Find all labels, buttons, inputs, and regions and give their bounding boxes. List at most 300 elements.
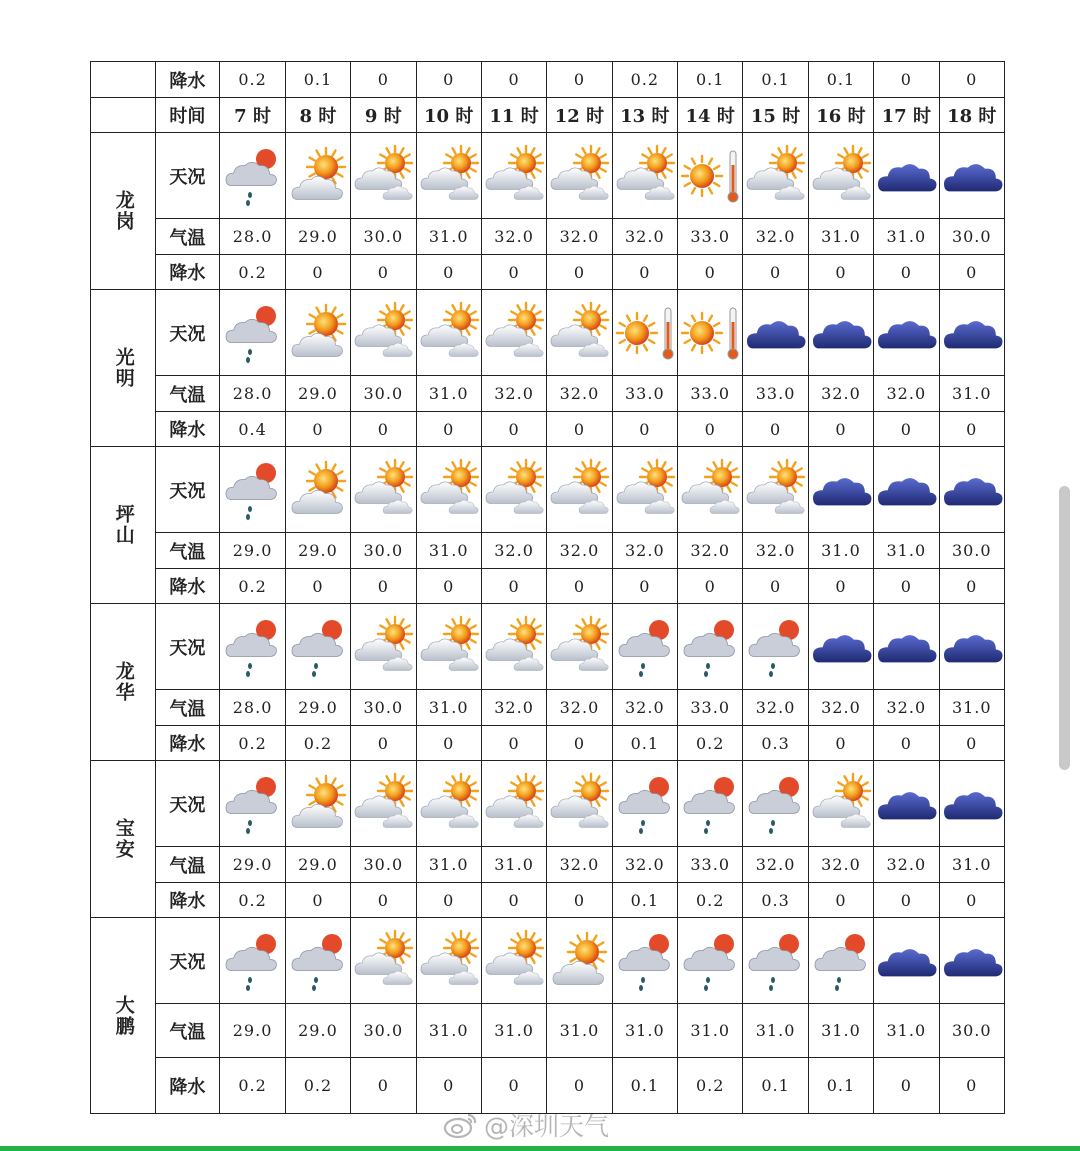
temperature-cell: 32.0 (874, 376, 939, 412)
partly-cloudy-icon (351, 457, 416, 523)
precipitation-row (91, 726, 1005, 761)
temperature-cell: 31.0 (416, 219, 481, 255)
weather-icon-cell (547, 290, 612, 376)
temperature-cell: 32.0 (612, 533, 677, 569)
precipitation-cell: 0 (547, 1058, 612, 1114)
temperature-cell: 32.0 (612, 847, 677, 883)
time-label: 时间 (156, 98, 220, 133)
partly-cloudy-icon (547, 143, 612, 209)
precipitation-cell: 0 (874, 726, 939, 761)
rain-shower-icon (220, 457, 285, 523)
precipitation-cell: 0 (874, 255, 939, 290)
temperature-cell: 29.0 (285, 219, 350, 255)
temperature-cell: 29.0 (285, 376, 350, 412)
weather-icon-cell (285, 133, 350, 219)
precipitation-cell: 0.2 (285, 1058, 350, 1114)
weather-icon-cell (612, 447, 677, 533)
precipitation-cell: 0 (416, 412, 481, 447)
weather-icon-cell (678, 447, 743, 533)
temperature-cell: 30.0 (939, 1004, 1005, 1058)
precip-cell: 0.1 (678, 62, 743, 98)
weather-icon-cell (874, 447, 939, 533)
precipitation-cell: 0 (285, 255, 350, 290)
partly-cloudy-icon (547, 457, 612, 523)
precipitation-label: 降水 (156, 569, 220, 604)
weather-icon-cell (351, 761, 416, 847)
weather-icon-cell (220, 133, 285, 219)
weather-icon-cell (678, 918, 743, 1004)
temperature-cell: 32.0 (481, 219, 546, 255)
precip-cell: 0 (547, 62, 612, 98)
weather-icon-cell (939, 290, 1005, 376)
district-name: 光明 (91, 290, 156, 447)
partly-cloudy-icon (482, 143, 547, 209)
precipitation-cell: 0 (612, 412, 677, 447)
partly-cloudy-icon (417, 928, 482, 994)
temperature-cell: 29.0 (220, 847, 285, 883)
precipitation-cell: 0 (416, 883, 481, 918)
partly-cloudy-icon (482, 771, 547, 837)
precipitation-cell: 0 (612, 569, 677, 604)
weather-icon-cell (743, 447, 808, 533)
precipitation-cell: 0 (743, 255, 808, 290)
precip-cell: 0 (481, 62, 546, 98)
temperature-label: 气温 (156, 219, 220, 255)
cloudy-icon (940, 457, 1005, 523)
weather-icon-cell (808, 447, 873, 533)
sun-cloud-icon (286, 771, 351, 837)
rain-shower-icon (286, 928, 351, 994)
weather-icon-cell (808, 918, 873, 1004)
partly-cloudy-icon (482, 928, 547, 994)
temperature-cell: 29.0 (220, 1004, 285, 1058)
rain-shower-icon (220, 614, 285, 680)
cloudy-icon (940, 614, 1005, 680)
partly-cloudy-icon (547, 614, 612, 680)
watermark-text: @深圳天气 (484, 1112, 610, 1141)
weather-icon-cell (678, 290, 743, 376)
temperature-cell: 31.0 (416, 376, 481, 412)
weather-label: 天况 (156, 761, 220, 847)
precipitation-row (91, 883, 1005, 918)
weather-icon-cell (612, 133, 677, 219)
weather-label: 天况 (156, 290, 220, 376)
weather-icon-cell (547, 604, 612, 690)
precipitation-label: 降水 (156, 726, 220, 761)
bottom-accent-line (0, 1146, 1080, 1151)
rain-shower-icon (678, 928, 743, 994)
partly-cloudy-icon (351, 614, 416, 680)
temperature-cell: 32.0 (743, 533, 808, 569)
cloudy-icon (743, 300, 808, 366)
temperature-cell: 31.0 (874, 1004, 939, 1058)
weather-icon-cell (481, 761, 546, 847)
rain-shower-icon (743, 771, 808, 837)
temperature-cell: 33.0 (743, 376, 808, 412)
weather-row (91, 604, 1005, 690)
temperature-cell: 32.0 (547, 376, 612, 412)
forecast-table-wrapper (90, 61, 1005, 1114)
weather-icon-cell (874, 133, 939, 219)
temperature-cell: 32.0 (808, 690, 873, 726)
temperature-cell: 32.0 (678, 533, 743, 569)
cloudy-icon (809, 457, 874, 523)
blank-cell (91, 62, 156, 98)
hour-cell: 9 时 (351, 98, 416, 133)
precipitation-cell: 0 (481, 412, 546, 447)
district-name: 宝安 (91, 761, 156, 918)
temperature-cell: 30.0 (939, 219, 1005, 255)
sun-cloud-icon (547, 928, 612, 994)
weather-icon-cell (220, 918, 285, 1004)
precipitation-cell: 0.2 (678, 726, 743, 761)
weather-icon-cell (285, 918, 350, 1004)
temperature-label: 气温 (156, 376, 220, 412)
partly-cloudy-icon (417, 143, 482, 209)
hot-sun-icon (613, 300, 678, 366)
precipitation-cell: 0 (939, 883, 1005, 918)
precipitation-cell: 0.2 (220, 569, 285, 604)
precip-cell: 0.1 (285, 62, 350, 98)
cloudy-icon (874, 457, 939, 523)
rain-shower-icon (613, 614, 678, 680)
temperature-cell: 32.0 (743, 847, 808, 883)
temperature-cell: 32.0 (808, 376, 873, 412)
precipitation-cell: 0.2 (678, 1058, 743, 1114)
partly-cloudy-icon (417, 614, 482, 680)
precipitation-cell: 0 (808, 726, 873, 761)
temperature-cell: 32.0 (547, 533, 612, 569)
precipitation-cell: 0 (351, 569, 416, 604)
temperature-cell: 31.0 (743, 1004, 808, 1058)
precipitation-cell: 0.2 (220, 883, 285, 918)
precipitation-label: 降水 (156, 1058, 220, 1114)
weather-icon-cell (351, 133, 416, 219)
hour-cell: 8 时 (285, 98, 350, 133)
weather-icon-cell (743, 290, 808, 376)
precip-cell: 0 (416, 62, 481, 98)
cloudy-icon (940, 928, 1005, 994)
weather-icon-cell (808, 761, 873, 847)
temperature-label: 气温 (156, 690, 220, 726)
weather-row (91, 447, 1005, 533)
rain-shower-icon (678, 614, 743, 680)
precipitation-cell: 0.1 (808, 1058, 873, 1114)
temperature-row (91, 219, 1005, 255)
precipitation-cell: 0 (351, 255, 416, 290)
temperature-cell: 31.0 (416, 690, 481, 726)
weather-icon-cell (743, 604, 808, 690)
temperature-cell: 31.0 (808, 533, 873, 569)
hour-cell: 13 时 (612, 98, 677, 133)
scrollbar-thumb[interactable] (1059, 486, 1070, 770)
temperature-row (91, 376, 1005, 412)
weather-icon-cell (939, 604, 1005, 690)
precipitation-cell: 0.1 (612, 1058, 677, 1114)
partly-cloudy-icon (743, 143, 808, 209)
precipitation-cell: 0 (547, 883, 612, 918)
district-name: 坪山 (91, 447, 156, 604)
weather-icon-cell (285, 761, 350, 847)
weather-label: 天况 (156, 447, 220, 533)
precipitation-cell: 0 (939, 1058, 1005, 1114)
weather-icon-cell (612, 918, 677, 1004)
temperature-cell: 32.0 (612, 219, 677, 255)
rain-shower-icon (613, 928, 678, 994)
precipitation-row (91, 569, 1005, 604)
precipitation-cell: 0 (808, 883, 873, 918)
district-name: 龙华 (91, 604, 156, 761)
rain-shower-icon (286, 614, 351, 680)
weather-icon-cell (939, 918, 1005, 1004)
precipitation-cell: 0.1 (743, 1058, 808, 1114)
cloudy-icon (874, 300, 939, 366)
weather-icon-cell (547, 133, 612, 219)
precipitation-cell: 0 (939, 569, 1005, 604)
precip-cell: 0.2 (612, 62, 677, 98)
partly-cloudy-icon (678, 457, 743, 523)
cloudy-icon (940, 300, 1005, 366)
precipitation-cell: 0.3 (743, 883, 808, 918)
temperature-cell: 32.0 (612, 690, 677, 726)
weather-icon-cell (743, 761, 808, 847)
weather-icon-cell (612, 604, 677, 690)
weather-icon-cell (351, 447, 416, 533)
temperature-row (91, 690, 1005, 726)
precipitation-cell: 0 (351, 726, 416, 761)
cloudy-icon (809, 614, 874, 680)
weather-icon-cell (285, 447, 350, 533)
partly-cloudy-icon (809, 771, 874, 837)
weather-icon-cell (481, 447, 546, 533)
partly-cloudy-icon (417, 771, 482, 837)
precip-cell: 0.1 (808, 62, 873, 98)
weather-icon-cell (220, 447, 285, 533)
weather-icon-cell (874, 761, 939, 847)
temperature-cell: 31.0 (808, 1004, 873, 1058)
precipitation-cell: 0 (351, 883, 416, 918)
weather-icon-cell (939, 761, 1005, 847)
hour-cell: 7 时 (220, 98, 285, 133)
precipitation-cell: 0 (939, 412, 1005, 447)
precipitation-cell: 0 (285, 569, 350, 604)
district-name: 大鹏 (91, 918, 156, 1114)
weather-icon-cell (351, 918, 416, 1004)
precipitation-row (91, 1058, 1005, 1114)
weather-icon-cell (416, 447, 481, 533)
hot-sun-icon (678, 300, 743, 366)
weather-icon-cell (678, 604, 743, 690)
partly-cloudy-icon (482, 614, 547, 680)
weather-icon-cell (220, 604, 285, 690)
rain-shower-icon (678, 771, 743, 837)
temperature-cell: 29.0 (285, 533, 350, 569)
partly-cloudy-icon (743, 457, 808, 523)
weather-row (91, 290, 1005, 376)
weather-icon-cell (874, 604, 939, 690)
temperature-cell: 32.0 (874, 690, 939, 726)
hour-cell: 14 时 (678, 98, 743, 133)
precipitation-cell: 0 (547, 569, 612, 604)
weather-icon-cell (808, 133, 873, 219)
precipitation-cell: 0 (874, 412, 939, 447)
weather-icon-cell (481, 133, 546, 219)
precipitation-cell: 0.2 (678, 883, 743, 918)
temperature-cell: 31.0 (808, 219, 873, 255)
weather-icon-cell (939, 133, 1005, 219)
district-name: 龙岗 (91, 133, 156, 290)
weather-label: 天况 (156, 133, 220, 219)
hourly-forecast-table (90, 61, 1005, 1114)
precipitation-cell: 0 (547, 726, 612, 761)
weather-icon-cell (874, 918, 939, 1004)
precipitation-row (91, 412, 1005, 447)
hour-cell: 10 时 (416, 98, 481, 133)
temperature-cell: 31.0 (874, 533, 939, 569)
precipitation-cell: 0.2 (220, 1058, 285, 1114)
weather-icon-cell (808, 290, 873, 376)
temperature-row (91, 533, 1005, 569)
precipitation-cell: 0 (939, 255, 1005, 290)
precipitation-row (91, 255, 1005, 290)
temperature-cell: 31.0 (481, 1004, 546, 1058)
precip-cell: 0 (939, 62, 1005, 98)
precipitation-cell: 0.1 (612, 883, 677, 918)
sun-cloud-icon (286, 143, 351, 209)
precipitation-cell: 0.2 (285, 726, 350, 761)
rain-shower-icon (743, 928, 808, 994)
temperature-cell: 30.0 (351, 219, 416, 255)
partly-cloudy-icon (351, 928, 416, 994)
weather-icon-cell (547, 918, 612, 1004)
temperature-cell: 29.0 (285, 847, 350, 883)
precipitation-cell: 0 (416, 255, 481, 290)
temperature-label: 气温 (156, 847, 220, 883)
weather-icon-cell (481, 918, 546, 1004)
temperature-row (91, 847, 1005, 883)
cloudy-icon (874, 928, 939, 994)
hour-cell: 18 时 (939, 98, 1005, 133)
temperature-cell: 32.0 (547, 219, 612, 255)
precipitation-cell: 0 (481, 726, 546, 761)
temperature-label: 气温 (156, 1004, 220, 1058)
weather-icon-cell (285, 604, 350, 690)
precipitation-cell: 0 (416, 1058, 481, 1114)
temperature-cell: 33.0 (678, 219, 743, 255)
weather-icon-cell (220, 290, 285, 376)
temperature-cell: 28.0 (220, 376, 285, 412)
precipitation-cell: 0 (547, 412, 612, 447)
partly-cloudy-icon (613, 143, 678, 209)
hour-cell: 17 时 (874, 98, 939, 133)
partly-cloudy-icon (351, 771, 416, 837)
precipitation-cell: 0 (351, 412, 416, 447)
header-precip-row (91, 62, 1005, 98)
temperature-cell: 31.0 (481, 847, 546, 883)
rain-shower-icon (809, 928, 874, 994)
hour-cell: 12 时 (547, 98, 612, 133)
blank-cell (91, 98, 156, 133)
temperature-cell: 31.0 (939, 847, 1005, 883)
rain-shower-icon (613, 771, 678, 837)
precipitation-cell: 0.2 (220, 255, 285, 290)
temperature-cell: 31.0 (678, 1004, 743, 1058)
precipitation-cell: 0 (678, 412, 743, 447)
precipitation-label: 降水 (156, 255, 220, 290)
weather-icon-cell (285, 290, 350, 376)
hour-cell: 16 时 (808, 98, 873, 133)
temperature-cell: 29.0 (220, 533, 285, 569)
precipitation-cell: 0 (481, 883, 546, 918)
hour-cell: 11 时 (481, 98, 546, 133)
weather-label: 天况 (156, 604, 220, 690)
precipitation-cell: 0 (481, 1058, 546, 1114)
rain-shower-icon (220, 300, 285, 366)
weather-icon-cell (416, 290, 481, 376)
weather-icon-cell (416, 133, 481, 219)
weather-icon-cell (416, 918, 481, 1004)
temperature-cell: 30.0 (939, 533, 1005, 569)
temperature-cell: 30.0 (351, 376, 416, 412)
precipitation-cell: 0 (285, 412, 350, 447)
cloudy-icon (940, 771, 1005, 837)
temperature-cell: 32.0 (547, 847, 612, 883)
temperature-row (91, 1004, 1005, 1058)
partly-cloudy-icon (547, 771, 612, 837)
weather-row (91, 761, 1005, 847)
rain-shower-icon (743, 614, 808, 680)
temperature-cell: 31.0 (416, 1004, 481, 1058)
precip-label: 降水 (156, 62, 220, 98)
precipitation-cell: 0 (481, 255, 546, 290)
precipitation-cell: 0 (808, 412, 873, 447)
weibo-logo-icon (444, 1111, 478, 1139)
temperature-cell: 29.0 (285, 690, 350, 726)
temperature-cell: 30.0 (351, 690, 416, 726)
temperature-cell: 31.0 (874, 219, 939, 255)
weather-icon-cell (416, 761, 481, 847)
weather-label: 天况 (156, 918, 220, 1004)
precipitation-cell: 0.2 (220, 726, 285, 761)
hot-sun-icon (678, 143, 743, 209)
temperature-cell: 33.0 (612, 376, 677, 412)
precipitation-cell: 0 (416, 569, 481, 604)
weather-icon-cell (874, 290, 939, 376)
weather-icon-cell (939, 447, 1005, 533)
temperature-cell: 33.0 (678, 847, 743, 883)
partly-cloudy-icon (809, 143, 874, 209)
partly-cloudy-icon (351, 143, 416, 209)
precipitation-cell: 0 (481, 569, 546, 604)
sun-cloud-icon (286, 457, 351, 523)
precipitation-cell: 0 (808, 255, 873, 290)
precipitation-cell: 0 (743, 412, 808, 447)
weather-icon-cell (612, 290, 677, 376)
partly-cloudy-icon (547, 300, 612, 366)
temperature-cell: 33.0 (678, 376, 743, 412)
precipitation-cell: 0 (939, 726, 1005, 761)
rain-shower-icon (220, 928, 285, 994)
temperature-cell: 29.0 (285, 1004, 350, 1058)
precip-cell: 0 (351, 62, 416, 98)
temperature-cell: 31.0 (547, 1004, 612, 1058)
partly-cloudy-icon (482, 300, 547, 366)
weather-icon-cell (351, 290, 416, 376)
partly-cloudy-icon (482, 457, 547, 523)
temperature-cell: 30.0 (351, 1004, 416, 1058)
temperature-cell: 32.0 (547, 690, 612, 726)
partly-cloudy-icon (417, 300, 482, 366)
